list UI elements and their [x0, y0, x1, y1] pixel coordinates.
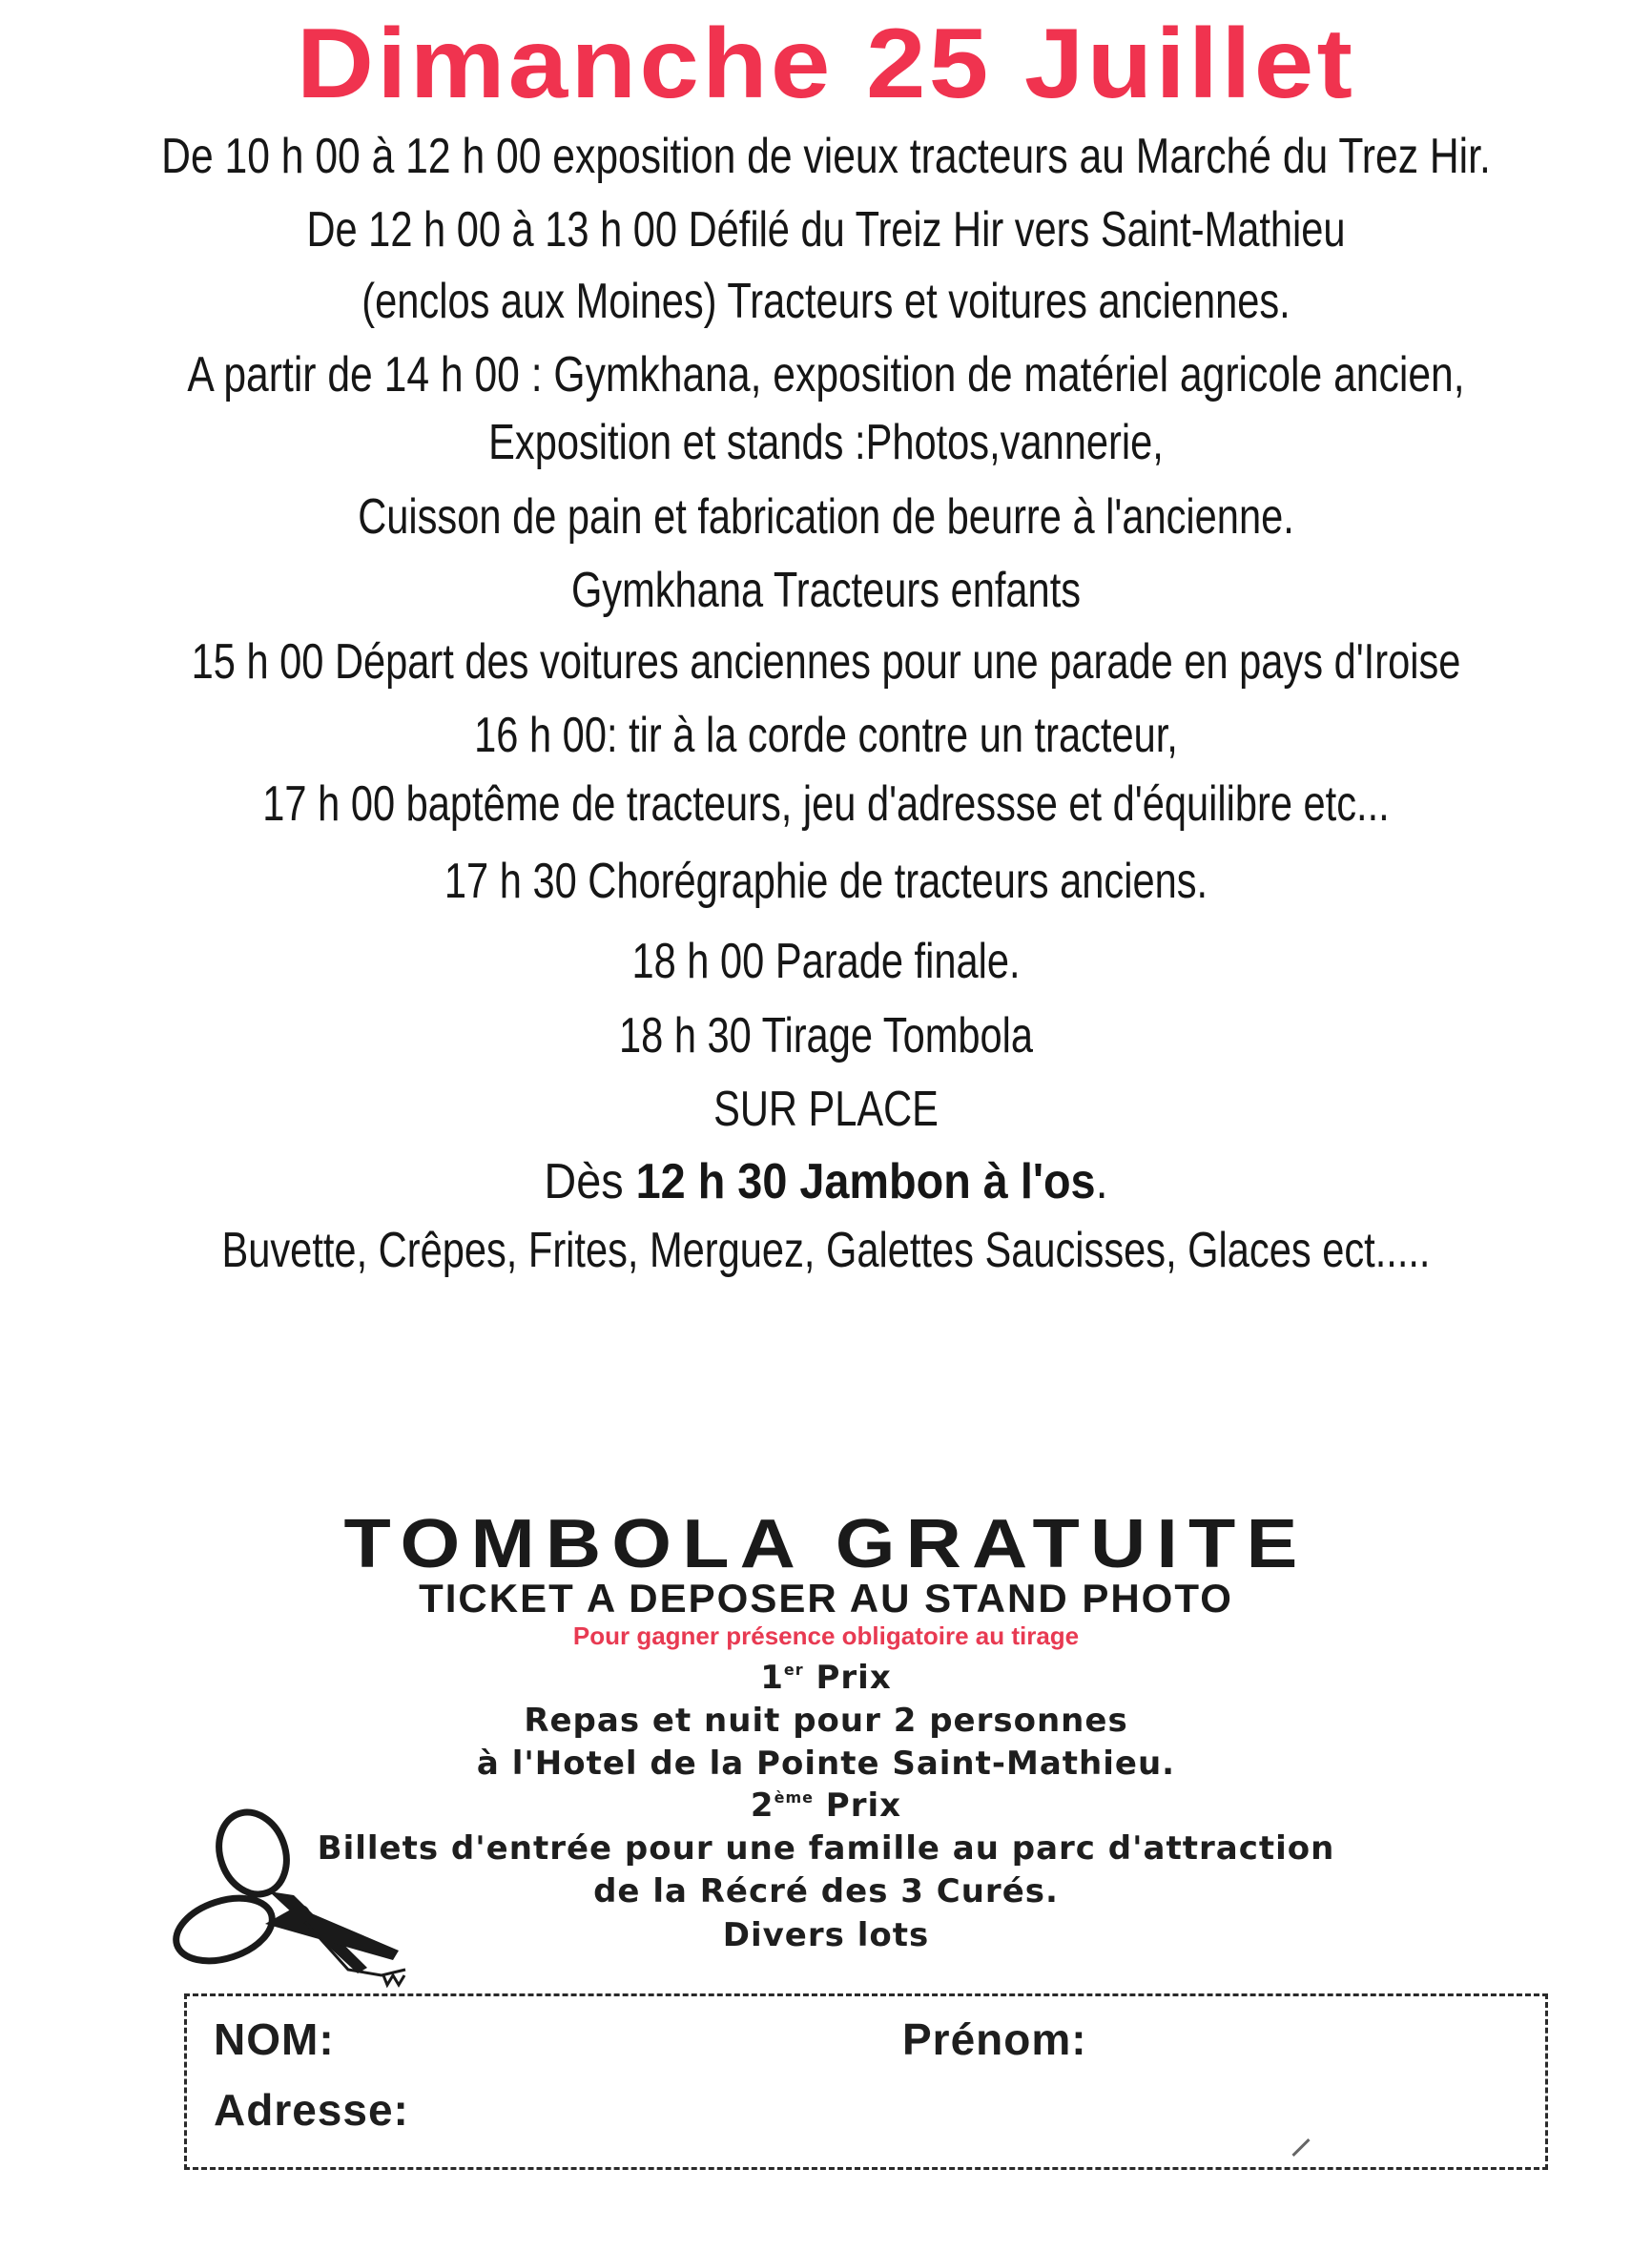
prize-2-line-2: de la Récré des 3 Curés. [593, 1872, 1059, 1910]
prize-2-line-1: Billets d'entrée pour une famille au parc d'attraction [317, 1829, 1335, 1868]
tombola-title: TOMBOLA GRATUITE [343, 1506, 1309, 1582]
prize-1-number: 1 [760, 1659, 784, 1697]
tombola-subtitle: TICKET A DEPOSER AU STAND PHOTO [419, 1576, 1233, 1621]
program-line-2: De 12 h 00 à 13 h 00 Défilé du Treiz Hir vers Saint-Mathieu [306, 202, 1346, 258]
prize-2-suffix: ème [774, 1788, 814, 1807]
program-line-11: 17 h 30 Chorégraphie de tracteurs anciens. [444, 854, 1208, 909]
scissors-icon [162, 1807, 429, 1998]
adresse-label: Adresse: [214, 2085, 409, 2135]
tombola-note: Pour gagner présence obligatoire au tirage [572, 1621, 1080, 1650]
prize-1-line-1: Repas et nuit pour 2 personnes [524, 1702, 1128, 1740]
program-line-13: 18 h 30 Tirage Tombola [618, 1008, 1034, 1064]
food-suffix: . [1095, 1154, 1108, 1209]
food-prefix: Dès [544, 1154, 636, 1209]
program-line-5: Exposition et stands :Photos,vannerie, [488, 415, 1164, 470]
other-prizes: Divers lots [722, 1916, 930, 1954]
sur-place-heading: SUR PLACE [713, 1082, 939, 1137]
program-line-8: 15 h 00 Départ des voitures anciennes pour une parade en pays d'Iroise [191, 634, 1461, 690]
nom-label: NOM: [214, 2014, 335, 2064]
prize-1-word: Prix [803, 1659, 892, 1697]
prize-1-line-2: à l'Hotel de la Pointe Saint-Mathieu. [476, 1745, 1176, 1783]
food-list-line: Buvette, Crêpes, Frites, Merguez, Galettes Saucisses, Glaces ect..... [221, 1223, 1431, 1278]
program-line-9: 16 h 00: tir à la corde contre un tracteur, [474, 708, 1178, 763]
program-line-3: (enclos aux Moines) Tracteurs et voitures anciennes. [361, 274, 1291, 329]
food-ham-line [83, 1154, 1570, 1209]
prize-2-number: 2 [750, 1786, 774, 1825]
program-line-10: 17 h 00 baptême de tracteurs, jeu d'adressse et d'équilibre etc... [262, 776, 1390, 832]
event-date-title: Dimanche 25 Juillet [296, 9, 1356, 119]
program-line-12: 18 h 00 Parade finale. [631, 934, 1021, 989]
prize-1-heading [0, 1659, 1652, 1697]
program-line-4: A partir de 14 h 00 : Gymkhana, exposition de matériel agricole ancien, [187, 347, 1465, 403]
food-ham-bold: 12 h 30 Jambon à l'os [635, 1154, 1096, 1209]
prize-1-suffix: er [783, 1661, 804, 1679]
prize-2-word: Prix [813, 1786, 902, 1825]
program-line-7: Gymkhana Tracteurs enfants [570, 563, 1082, 618]
program-line-1: De 10 h 00 à 12 h 00 exposition de vieux tracteurs au Marché du Trez Hir. [161, 129, 1491, 184]
program-line-6: Cuisson de pain et fabrication de beurre à l'ancienne. [358, 489, 1294, 545]
entry-ticket-box [184, 1993, 1548, 2170]
prenom-label: Prénom: [902, 2014, 1087, 2064]
